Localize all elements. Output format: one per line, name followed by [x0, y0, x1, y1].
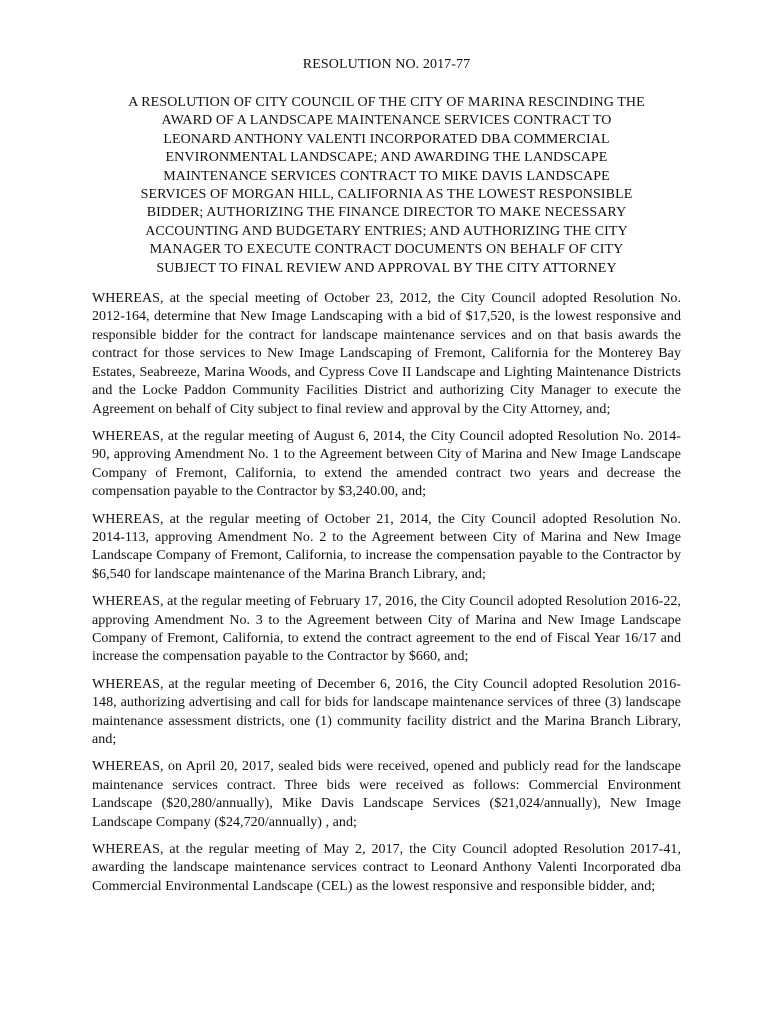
title-line: LEONARD ANTHONY VALENTI INCORPORATED DBA COMMERCIAL: [163, 131, 610, 147]
title-line: AWARD OF A LANDSCAPE MAINTENANCE SERVICES CONTRACT TO: [161, 113, 612, 129]
resolution-number: RESOLUTION NO. 2017-77: [302, 57, 471, 72]
whereas-paragraph-7: WHEREAS, at the regular meeting of May 2, 2017, the City Council adopted Resolution 2017-41, awarding the landscape maintenance services contract to Leonard Anthony Valenti Incorporated dba Commercial Environmental Landscape (CEL) as the lowest responsive and responsible bidder, and;: [92, 842, 681, 894]
title-line: MAINTENANCE SERVICES CONTRACT TO MIKE DAVIS LANDSCAPE: [163, 168, 610, 184]
whereas-paragraph-4: WHEREAS, at the regular meeting of February 17, 2016, the City Council adopted Resolution 2016-22, approving Amendment No. 3 to the Agreement between City of Marina and New Image Landscape Company of Fremont, California, to extend the contract agreement to the end of Fiscal Year 16/17 and increase the compensation payable to the Contractor by $660, and;: [92, 594, 681, 665]
whereas-paragraph-6: WHEREAS, on April 20, 2017, sealed bids were received, opened and publicly read for the landscape maintenance services contract. Three bids were received as follows: Commercial Environment Landscape ($20,280/annually), Mike Davis Landscape Services ($21,024/annually), New Image Landscape Company ($24,720/annually) , and;: [92, 759, 681, 830]
title-line: ACCOUNTING AND BUDGETARY ENTRIES; AND AUTHORIZING THE CITY: [145, 223, 628, 239]
title-line: MANAGER TO EXECUTE CONTRACT DOCUMENTS ON BEHALF OF CITY: [149, 242, 624, 258]
title-line: A RESOLUTION OF CITY COUNCIL OF THE CITY OF MARINA RESCINDING THE: [128, 95, 645, 110]
title-line: ENVIRONMENTAL LANDSCAPE; AND AWARDING THE LANDSCAPE: [165, 150, 608, 166]
whereas-paragraph-5: WHEREAS, at the regular meeting of December 6, 2016, the City Council adopted Resolution 2016-148, authorizing advertising and call for bids for landscape maintenance services of three (3) landscape maintenance assessment districts, one (1) community facility district and the Marina Branch Library, and;: [92, 676, 681, 747]
whereas-paragraph-3: WHEREAS, at the regular meeting of October 21, 2014, the City Council adopted Resolution No. 2014-113, approving Amendment No. 2 to the Agreement between City of Marina and New Image Landscape Company of Fremont, California, to increase the compensation payable to the Contractor by $6,540 for landscape maintenance of the Marina Branch Library, and;: [92, 511, 681, 582]
title-line: SERVICES OF MORGAN HILL, CALIFORNIA AS THE LOWEST RESPONSIBLE: [140, 187, 633, 203]
title-line: BIDDER; AUTHORIZING THE FINANCE DIRECTOR TO MAKE NECESSARY: [146, 205, 627, 221]
whereas-paragraph-2: WHEREAS, at the regular meeting of August 6, 2014, the City Council adopted Resolution No. 2014-90, approving Amendment No. 1 to the Agreement between City of Marina and New Image Landscape Company of Fremont, California, to extend the amended contract two years and decrease the compensation payable to the Contractor by $3,240.00, and;: [92, 428, 681, 500]
whereas-paragraph-1: WHEREAS, at the special meeting of October 23, 2012, the City Council adopted Resolution No. 2012-164, determine that New Image Landscaping with a bid of $17,520, is the lowest responsive and responsible bidder for the contract for landscape maintenance services and on that basis awards the contract for those services to New Image Landscaping of Fremont, California for the Monterey Bay Estates, Seabreeze, Marina Woods, and Cypress Cove II Landscape and Lighting Maintenance Districts and the Locke Paddon Community Facilities District and authorizing City Manager to execute the Agreement on behalf of City subject to final review and approval by the City Attorney, and;: [92, 291, 681, 417]
resolution-title: [92, 94, 681, 278]
document-page: [92, 56, 681, 896]
title-line: SUBJECT TO FINAL REVIEW AND APPROVAL BY THE CITY ATTORNEY: [156, 260, 617, 276]
